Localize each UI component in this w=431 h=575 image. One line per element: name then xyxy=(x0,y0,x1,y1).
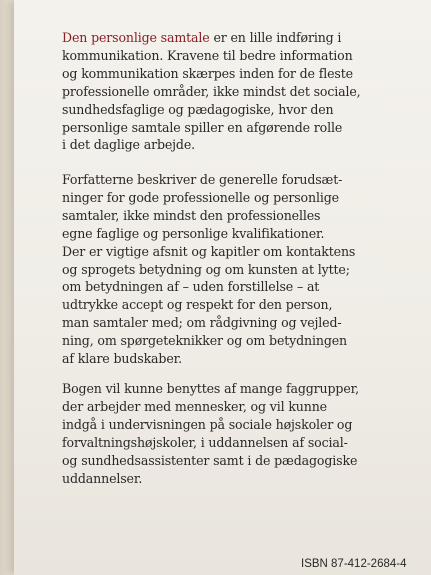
book-title: Den personlige samtale xyxy=(62,30,210,45)
text-line: uddannelser. xyxy=(62,470,143,486)
text-line: professionelle områder, ikke mindst det sociale, xyxy=(62,83,361,99)
description-paragraph-3 xyxy=(62,380,402,487)
text-line xyxy=(62,29,402,47)
text-line: Der er vigtige afsnit og kapitler om kontaktens xyxy=(62,243,356,259)
text-line: udtrykke accept og respekt for den person, xyxy=(62,297,333,313)
text-line: og sundhedsassistenter samt i de pædagogiske xyxy=(62,452,358,468)
text-line: der arbejder med mennesker, og vil kunne xyxy=(62,398,327,414)
text-line: indgå i undervisningen på sociale højskoler og xyxy=(62,416,353,432)
text-line: samtaler, ikke mindst den professionelles xyxy=(62,207,321,223)
text-line: om betydningen af – uden forstillelse – at xyxy=(62,279,320,295)
text-line: Forfatterne beskriver de generelle forudsæt- xyxy=(62,172,343,187)
text-line: Bogen vil kunne benyttes af mange faggrupper, xyxy=(62,381,359,396)
text-line-content: er en lille indføring i xyxy=(213,30,342,45)
text-line: personlige samtale spiller en afgørende rolle xyxy=(62,119,343,135)
isbn-number: ISBN 87-412-2684-4 xyxy=(301,558,407,570)
text-line: man samtaler med; om rådgivning og vejled- xyxy=(62,315,342,331)
text-line: kommunikation. Kravene til bedre information xyxy=(62,47,353,63)
book-back-cover xyxy=(14,0,431,575)
text-line: af klare budskaber. xyxy=(62,351,182,367)
text-line: ning, om spørgeteknikker og om betydningen xyxy=(62,333,348,349)
description-paragraph-2 xyxy=(62,171,402,368)
text-line: i det daglige arbejde. xyxy=(62,137,195,153)
text-line: og kommunikation skærpes inden for de fleste xyxy=(62,65,353,81)
text-line: egne faglige og personlige kvalifikationer. xyxy=(62,225,325,241)
text-line: forvaltningshøjskoler, i uddannelsen af social- xyxy=(62,434,348,450)
text-line: sundhedsfaglige og pædagogiske, hvor den xyxy=(62,101,334,117)
description-paragraph-1 xyxy=(62,29,402,154)
text-line: og sprogets betydning og om kunsten at lytte; xyxy=(62,261,350,277)
text-line: ninger for gode professionelle og personlige xyxy=(62,189,339,205)
